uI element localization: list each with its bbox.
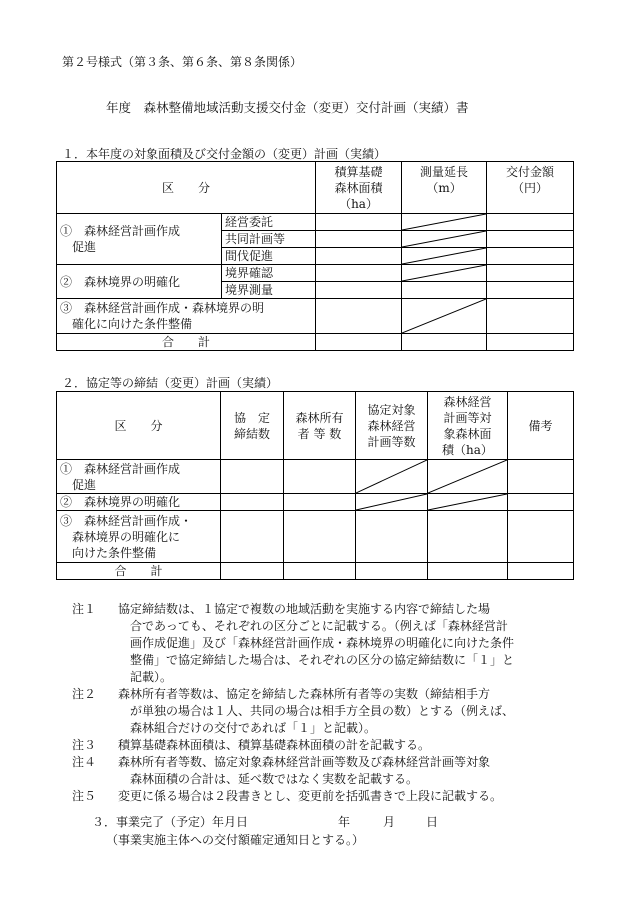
s2-cell-owner bbox=[284, 494, 356, 511]
note-text-line: 整備」で協定締結した場合は、それぞれの区分の協定締結数に「１」と bbox=[130, 653, 515, 667]
s1-cell-area bbox=[316, 265, 402, 282]
note-text-line: 変更に係る場合は２段書きとし、変更前を括弧書きで上段に記載する。 bbox=[118, 789, 503, 803]
s1-sub-kanbatsu: 間伐促進 bbox=[222, 248, 316, 265]
s1-row1-label: ① 森林経営計画作成 促進 bbox=[57, 214, 222, 265]
s1-cell-amount bbox=[487, 299, 574, 334]
note-text-line: 協定締結数は、１協定で複数の地域活動を実施する内容で締結した場 bbox=[118, 602, 491, 616]
s2-cell-area bbox=[428, 511, 508, 563]
s1-header-survey: 測量延長 （m） bbox=[402, 162, 487, 214]
s1-cell-survey-slash bbox=[402, 248, 487, 265]
s2-total-kyotei bbox=[221, 563, 284, 580]
s2-cell-plan bbox=[356, 511, 428, 563]
s1-sub-kyodo-keikaku: 共同計画等 bbox=[222, 231, 316, 248]
note-key: 注１ bbox=[72, 602, 97, 616]
s1-total-amount bbox=[487, 334, 574, 351]
s1-cell-amount bbox=[487, 282, 574, 299]
s2-cell-plan-slash bbox=[356, 460, 428, 494]
s1-cell-survey-slash bbox=[402, 214, 487, 231]
s1-total-survey bbox=[402, 334, 487, 351]
section3-year: 年 bbox=[338, 815, 351, 829]
note-key: 注４ bbox=[72, 755, 97, 769]
s1-sub-kyokai-sokuryo: 境界測量 bbox=[222, 282, 316, 299]
s1-row3-label: ③ 森林経営計画作成・森林境界の明 確化に向けた条件整備 bbox=[57, 299, 316, 334]
s2-header-kubun: 区 分 bbox=[57, 392, 221, 460]
s1-sub-kyokai-kakunin: 境界確認 bbox=[222, 265, 316, 282]
s2-cell-area-slash bbox=[428, 494, 508, 511]
s2-cell-kyotei bbox=[221, 460, 284, 494]
s2-total-plan bbox=[356, 563, 428, 580]
s2-total-label: 合 計 bbox=[57, 563, 221, 580]
s1-cell-area bbox=[316, 214, 402, 231]
s2-cell-remarks bbox=[508, 511, 574, 563]
s2-cell-remarks bbox=[508, 494, 574, 511]
s2-header-kyotei: 協 定 締結数 bbox=[221, 392, 284, 460]
s2-total-remarks bbox=[508, 563, 574, 580]
s1-cell-amount bbox=[487, 231, 574, 248]
s1-cell-area bbox=[316, 231, 402, 248]
section3-heading: ３．事業完了（予定）年月日 bbox=[92, 815, 249, 829]
note-text-line: 森林組合だけの交付であれば「１」と記載）。 bbox=[130, 721, 377, 735]
s1-cell-area bbox=[316, 248, 402, 265]
note-text-line: 森林所有者等数は、協定を締結した森林所有者等の実数（締結相手方 bbox=[118, 687, 491, 701]
note-text-line: 記載）。 bbox=[130, 670, 173, 684]
s1-cell-amount bbox=[487, 248, 574, 265]
note-key: 注５ bbox=[72, 789, 97, 803]
s1-cell-amount bbox=[487, 214, 574, 231]
section1-heading: １．本年度の対象面積及び交付金額の（変更）計画（実績） bbox=[62, 147, 387, 161]
s2-cell-remarks bbox=[508, 460, 574, 494]
s2-cell-area-slash bbox=[428, 460, 508, 494]
s1-header-area: 積算基礎 森林面積 （ha） bbox=[316, 162, 402, 214]
s2-row3-label: ③ 森林経営計画作成・ 森林境界の明確化に 向けた条件整備 bbox=[57, 511, 221, 563]
s2-cell-kyotei bbox=[221, 511, 284, 563]
s2-row1-label: ① 森林経営計画作成 促進 bbox=[57, 460, 221, 494]
note-text-line: 合であっても、それぞれの区分ごとに記載する。（例えば「森林経営計 bbox=[130, 619, 508, 633]
section2-table bbox=[56, 391, 574, 580]
section3-day: 日 bbox=[426, 815, 439, 829]
s2-header-area: 森林経営 計画等対 象森林面 積（ha） bbox=[428, 392, 508, 460]
document-title: 年度 森林整備地域活動支援交付金（変更）交付計画（実績）書 bbox=[106, 100, 469, 115]
note-text-line: が単独の場合は１人、共同の場合は相手方全員の数）とする（例えば、 bbox=[130, 704, 515, 718]
section1-table bbox=[56, 161, 574, 351]
s2-total-area bbox=[428, 563, 508, 580]
s2-header-remarks: 備考 bbox=[508, 392, 574, 460]
s1-total-area bbox=[316, 334, 402, 351]
note-text-line: 森林所有者等数、協定対象森林経営計画等数及び森林経営計画等対象 bbox=[118, 755, 491, 769]
s1-row2-label: ② 森林境界の明確化 bbox=[57, 265, 222, 299]
section3-subtext: （事業実施主体への交付額確定通知日とする。） bbox=[106, 833, 365, 847]
s1-cell-survey-slash bbox=[402, 299, 487, 334]
form-number: 第２号様式（第３条、第６条、第８条関係） bbox=[62, 55, 303, 69]
s1-cell-survey-slash bbox=[402, 265, 487, 282]
s1-header-kubun: 区 分 bbox=[57, 162, 316, 214]
s1-cell-area bbox=[316, 299, 402, 334]
section3-month: 月 bbox=[383, 815, 396, 829]
s1-header-amount: 交付金額 （円） bbox=[487, 162, 574, 214]
note-text-line: 森林面積の合計は、延べ数ではなく実数を記載する。 bbox=[130, 772, 419, 786]
s2-cell-kyotei bbox=[221, 494, 284, 511]
s2-cell-owner bbox=[284, 460, 356, 494]
note-text-line: 積算基礎森林面積は、積算基礎森林面積の計を記載する。 bbox=[118, 738, 431, 752]
section2-heading: ２．協定等の締結（変更）計画（実績） bbox=[62, 376, 279, 390]
s2-header-owner: 森林所有 者 等 数 bbox=[284, 392, 356, 460]
s1-cell-amount bbox=[487, 265, 574, 282]
s2-total-owner bbox=[284, 563, 356, 580]
s2-header-plan: 協定対象 森林経営 計画等数 bbox=[356, 392, 428, 460]
s2-row2-label: ② 森林境界の明確化 bbox=[57, 494, 221, 511]
s1-cell-survey bbox=[402, 282, 487, 299]
s1-sub-keiei-itaku: 経営委託 bbox=[222, 214, 316, 231]
s1-cell-area bbox=[316, 282, 402, 299]
s1-cell-survey-slash bbox=[402, 231, 487, 248]
note-key: 注３ bbox=[72, 738, 97, 752]
s2-cell-owner bbox=[284, 511, 356, 563]
s2-cell-plan-slash bbox=[356, 494, 428, 511]
note-key: 注２ bbox=[72, 687, 97, 701]
note-text-line: 画作成促進」及び「森林経営計画作成・森林境界の明確化に向けた条件 bbox=[130, 636, 515, 650]
s1-total-label: 合 計 bbox=[57, 334, 316, 351]
